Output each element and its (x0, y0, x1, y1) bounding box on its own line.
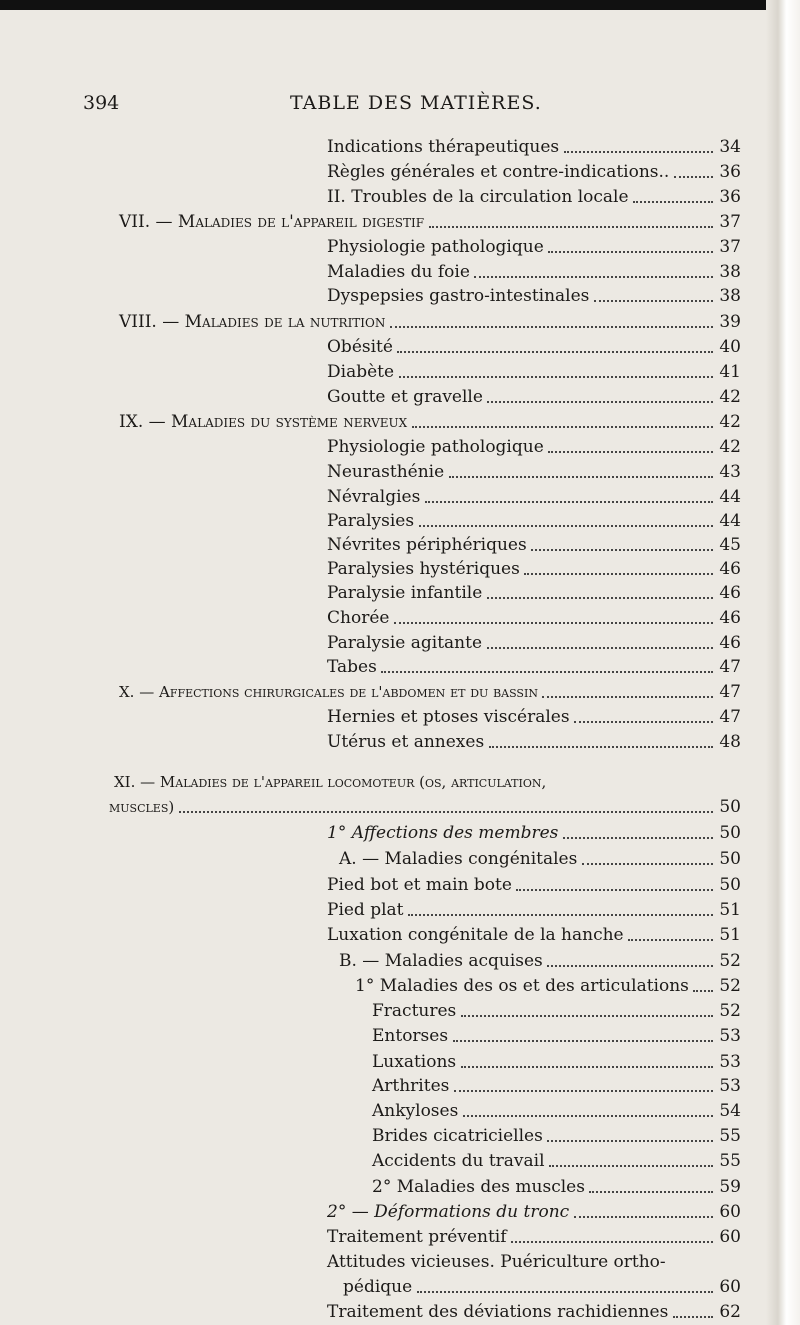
toc-entry-title: Traitement des déviations rachidiennes (327, 1302, 669, 1322)
toc-entry (119, 310, 741, 334)
toc-entry-title: Ankyloses (372, 1101, 459, 1121)
toc-entry-page: 60 (719, 1202, 741, 1222)
toc-entry-page: 50 (719, 875, 741, 895)
toc-entry-title: Paralysie agitante (327, 633, 483, 653)
dot-leader (429, 226, 713, 228)
toc-entry (327, 606, 741, 630)
dot-leader (674, 176, 713, 178)
dot-leader (461, 1066, 713, 1068)
toc-entry-page: 59 (719, 1177, 741, 1197)
toc-entry-title: VIII. — Maladies de la nutrition (119, 312, 386, 332)
dot-leader (542, 696, 713, 698)
dot-leader (563, 837, 713, 839)
toc-entry-page: 47 (719, 682, 741, 702)
toc-entry-page: 42 (719, 412, 741, 432)
dot-leader (564, 151, 713, 153)
dot-leader (547, 1140, 713, 1142)
toc-entry-title: Neurasthénie (327, 462, 445, 482)
toc-entry-title: Physiologie pathologique (327, 237, 544, 257)
toc-entry (327, 385, 741, 409)
toc-entry-title: Règles générales et contre-indications.. (327, 162, 670, 182)
toc-entry (372, 1099, 741, 1123)
toc-entry-title: A. — Maladies congénitales (339, 849, 578, 869)
toc-entry (372, 1124, 741, 1148)
toc-entry-title: 2° — Déformations du tronc (327, 1202, 570, 1222)
dot-leader (417, 1291, 713, 1293)
dot-leader (633, 201, 713, 203)
toc-entry (339, 847, 741, 871)
toc-entry-title: Dyspepsies gastro-intestinales (327, 286, 590, 306)
dot-leader (397, 351, 713, 353)
toc-entry-page: 62 (719, 1302, 741, 1322)
toc-entry (355, 974, 741, 998)
dot-leader (516, 889, 713, 891)
toc-entry-title: Luxations (372, 1052, 457, 1072)
toc-entry-title: Tabes (327, 657, 377, 677)
dot-leader (419, 525, 713, 527)
dot-leader (582, 863, 713, 865)
dot-leader (531, 549, 713, 551)
toc-entry-title: X. — Affections chirurgicales de l'abdomen et du bassin (119, 683, 538, 701)
dot-leader (487, 401, 713, 403)
toc-entry (327, 923, 741, 947)
toc-entry-title: Pied bot et main bote (327, 875, 512, 895)
toc-entry-page: 40 (719, 337, 741, 357)
toc-entry (327, 160, 741, 184)
toc-entry-title: Fractures (372, 1001, 457, 1021)
toc-entry-page: 38 (719, 262, 741, 282)
dot-leader (399, 376, 713, 378)
toc-entry (327, 655, 741, 679)
toc-entry (114, 770, 741, 794)
toc-entry-page: 42 (719, 387, 741, 407)
dot-leader (673, 1316, 713, 1318)
toc-entry (372, 999, 741, 1023)
toc-entry (327, 581, 741, 605)
toc-entry (119, 410, 741, 434)
toc-entry (327, 730, 741, 754)
toc-entry-page: 52 (719, 951, 741, 971)
toc-entry-page: 46 (719, 633, 741, 653)
toc-entry (327, 898, 741, 922)
toc-entry (327, 509, 741, 533)
toc-entry-title: Attitudes vicieuses. Puériculture ortho- (327, 1252, 666, 1272)
toc-entry-title: Traitement préventif (327, 1227, 507, 1247)
toc-entry-title: Goutte et gravelle (327, 387, 483, 407)
toc-entry (339, 949, 741, 973)
toc-entry (109, 795, 741, 819)
toc-entry-page: 55 (719, 1126, 741, 1146)
toc-entry-title: Obésité (327, 337, 393, 357)
toc-entry (119, 680, 741, 704)
toc-entry-page: 53 (719, 1026, 741, 1046)
toc-entry-page: 60 (719, 1227, 741, 1247)
toc-entry-page: 46 (719, 559, 741, 579)
dot-leader (547, 965, 713, 967)
toc-entry-page: 38 (719, 286, 741, 306)
toc-entry-page: 55 (719, 1151, 741, 1171)
page-top-edge (0, 0, 800, 10)
toc-entry (372, 1050, 741, 1074)
toc-entry (327, 284, 741, 308)
toc-entry (372, 1149, 741, 1173)
toc-entry-title: 1° Affections des membres (327, 823, 559, 843)
toc-entry-page: 47 (719, 707, 741, 727)
toc-entry-page: 45 (719, 535, 741, 555)
toc-entry-page: 36 (719, 187, 741, 207)
toc-entry-title: Paralysie infantile (327, 583, 483, 603)
dot-leader (425, 501, 713, 503)
toc-entry-page: 37 (719, 237, 741, 257)
toc-entry-page: 39 (719, 312, 741, 332)
dot-leader (461, 1015, 713, 1017)
toc-entry-title: XI. — Maladies de l'appareil locomoteur (os, articulation, (114, 773, 547, 791)
toc-entry (372, 1074, 741, 1098)
dot-leader (487, 647, 713, 649)
toc-entry (327, 185, 741, 209)
dot-leader (489, 746, 713, 748)
toc-entry (327, 435, 741, 459)
toc-entry-title: Brides cicatricielles (372, 1126, 543, 1146)
toc-entry-page: 50 (719, 823, 741, 843)
dot-leader (381, 671, 713, 673)
toc-entry-page: 51 (719, 900, 741, 920)
toc-entry-page: 34 (719, 137, 741, 157)
dot-leader (394, 622, 713, 624)
toc-entry-page: 47 (719, 657, 741, 677)
toc-entry-page: 44 (719, 511, 741, 531)
toc-entry-title: Pied plat (327, 900, 404, 920)
toc-entry (327, 1300, 741, 1324)
toc-entry-page: 50 (719, 797, 741, 817)
toc-entry-title: Indications thérapeutiques (327, 137, 560, 157)
dot-leader (449, 476, 713, 478)
toc-entry-title: Utérus et annexes (327, 732, 485, 752)
toc-entry-title: IX. — Maladies du système nerveux (119, 412, 408, 432)
page-title: TABLE DES MATIÈRES. (290, 92, 542, 114)
toc-entry-title: Physiologie pathologique (327, 437, 544, 457)
toc-entry-title: Névrites périphériques (327, 535, 527, 555)
toc-entry-title: muscles) (109, 798, 175, 816)
page-number: 394 (83, 92, 120, 114)
toc-entry-title: 2° Maladies des muscles (372, 1177, 585, 1197)
toc-entry-page: 51 (719, 925, 741, 945)
toc-entry-title: Hernies et ptoses viscérales (327, 707, 570, 727)
dot-leader (574, 721, 713, 723)
dot-leader (549, 1165, 713, 1167)
toc-entry-page: 53 (719, 1052, 741, 1072)
dot-leader (548, 451, 713, 453)
toc-entry-page: 52 (719, 1001, 741, 1021)
toc-entry (327, 631, 741, 655)
toc-entry-title: Luxation congénitale de la hanche (327, 925, 624, 945)
toc-entry-title: II. Troubles de la circulation locale (327, 187, 629, 207)
toc-entry (327, 557, 741, 581)
toc-entry-page: 37 (719, 212, 741, 232)
toc-entry (327, 873, 741, 897)
toc-entry-page: 52 (719, 976, 741, 996)
toc-entry-title: Névralgies (327, 487, 421, 507)
toc-entry (327, 705, 741, 729)
toc-entry (119, 210, 741, 234)
toc-entry-page: 50 (719, 849, 741, 869)
toc-entry-title: VII. — Maladies de l'appareil digestif (119, 212, 425, 232)
toc-entry (327, 485, 741, 509)
dot-leader (594, 300, 713, 302)
toc-entry-title: 1° Maladies des os et des articulations (355, 976, 689, 996)
dot-leader (412, 426, 713, 428)
toc-entry-page: 42 (719, 437, 741, 457)
toc-entry-title: Chorée (327, 608, 390, 628)
toc-entry (327, 533, 741, 557)
toc-entry (372, 1175, 741, 1199)
toc-entry (327, 335, 741, 359)
toc-entry (327, 260, 741, 284)
dot-leader (574, 1216, 713, 1218)
toc-entry-page: 44 (719, 487, 741, 507)
toc-entry (327, 1225, 741, 1249)
dot-leader (524, 573, 713, 575)
page-binding-edge (766, 0, 800, 1325)
toc-entry-page: 41 (719, 362, 741, 382)
toc-entry-page: 43 (719, 462, 741, 482)
dot-leader (454, 1090, 713, 1092)
toc-entry (327, 1250, 741, 1274)
toc-entry (327, 821, 741, 845)
dot-leader (487, 597, 713, 599)
dot-leader (511, 1241, 713, 1243)
dot-leader (408, 914, 713, 916)
toc-entry-page: 46 (719, 583, 741, 603)
toc-entry (343, 1275, 741, 1299)
toc-entry-title: B. — Maladies acquises (339, 951, 543, 971)
dot-leader (589, 1191, 713, 1193)
dot-leader (693, 990, 713, 992)
toc-entry-page: 46 (719, 608, 741, 628)
dot-leader (453, 1040, 713, 1042)
toc-entry (327, 360, 741, 384)
dot-leader (548, 251, 713, 253)
dot-leader (628, 939, 713, 941)
toc-entry-page: 48 (719, 732, 741, 752)
dot-leader (179, 811, 713, 813)
toc-entry-page: 54 (719, 1101, 741, 1121)
toc-entry-title: Paralysies hystériques (327, 559, 520, 579)
toc-entry-title: pédique (343, 1277, 413, 1297)
dot-leader (474, 276, 713, 278)
dot-leader (463, 1115, 713, 1117)
toc-entry-page: 36 (719, 162, 741, 182)
toc-entry (327, 460, 741, 484)
toc-entry (327, 1200, 741, 1224)
toc-entry-page: 53 (719, 1076, 741, 1096)
toc-entry-page: 60 (719, 1277, 741, 1297)
dot-leader (390, 326, 713, 328)
toc-entry-title: Entorses (372, 1026, 449, 1046)
toc-entry (327, 235, 741, 259)
toc-entry (327, 135, 741, 159)
toc-entry-title: Paralysies (327, 511, 415, 531)
toc-entry-title: Maladies du foie (327, 262, 470, 282)
toc-entry (372, 1024, 741, 1048)
toc-entry-title: Accidents du travail (372, 1151, 545, 1171)
toc-entry-title: Arthrites (372, 1076, 450, 1096)
toc-entry-title: Diabète (327, 362, 395, 382)
